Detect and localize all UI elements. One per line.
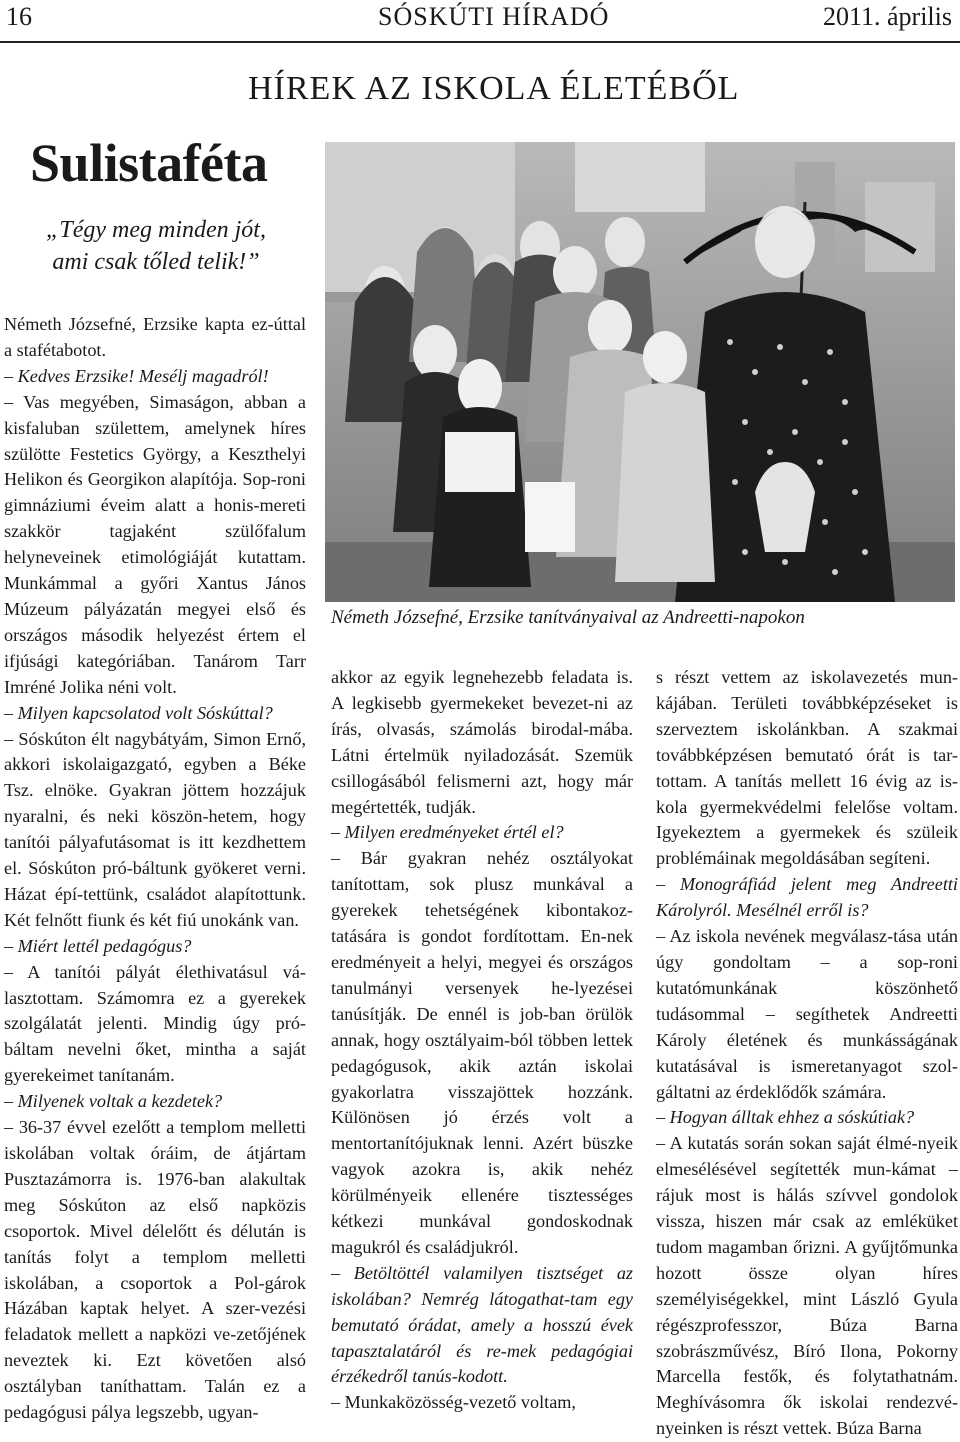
paragraph: Németh Józsefné, Erzsike kapta ez-úttal a stafétabotot.: [4, 314, 306, 360]
paragraph: – Vas megyében, Simaságon, abban a kisfaluban születtem, amelynek híres szülötte Festetics György, a Keszthelyi Helikon és Georgikon alapítója. Sop-roni gimnáziumi éveim alatt a honis-mereti szakkör tagjaként szülőfalum helyneveinek etimológiáját kutattam. Munkámmal a győri Xantus János Múzeum pályázatán megyei első és országos második helyezést értem el ifjúsági kategóriában. Tanárom Tarr Imréné Jolika néni volt.: [4, 391, 306, 697]
paragraph: akkor az egyik legnehezebb feladata is. A legkisebb gyermekeket bevezet-ni az írás, olvasás, számolás birodal-mába. Látni értelmük nyiladozását. Szemük csillogásából felismerni azt, hogy már megértették, tudják.: [331, 667, 633, 817]
interview-question: – Hogyan álltak ehhez a sóskútiak?: [656, 1107, 915, 1128]
paragraph: – Munkaközösség-vezető voltam,: [331, 1392, 576, 1413]
paragraph: – Bár gyakran nehéz osztályokat tanítottam, sok plusz munkával a gyerekek tehetségének kibontakoz-tatására is gondot fordítottam. En-nek eredményeit a helyi, megyei és országos tanulmányi versenyek he-lyezései tanúsítják. De ennél is job-ban örülök annak, hogy osztályaim-ból többen lettek pedagógusok, akik aztán iskolai gyakorlatra visszajöttek hozzánk. Különösen jó érzés volt a mentortanítójuknak lenni. Azért büszke vagyok azokra is, akik nehéz körülményeik ellenére tisztességes kétkezi munkával gondoskodnak magukról és családjukról.: [331, 848, 633, 1257]
motto-line-1: „Tégy meg minden jót,: [46, 217, 266, 243]
interview-question: – Miért lettél pedagógus?: [4, 935, 192, 956]
issue-date: 2011. április: [822, 2, 952, 31]
paragraph: – Sóskúton élt nagybátyám, Simon Ernő, akkori iskolaigazgató, egyben a Béke Tsz. elnöke. Gyakran jöttem hozzájuk nyaralni, és neki köszön-hetem, hogy tanítói pályafutásomat is itt kezdhettem el. Sóskúton pró-báltunk gyökeret verni. Házat épí-tettünk, családot alapítottunk. Két felnőtt fiunk és két fiú unokánk van.: [4, 728, 306, 930]
interview-question: – Betöltöttél valamilyen tisztséget az iskolában? Nemrég látogathat-tam egy bemutató órádat, amely a hosszú évek tapasztalatáról és re-mek pedagógiai érzékedről tanús-kodott.: [331, 1262, 633, 1387]
article-column-1: [4, 312, 306, 1426]
paragraph: s részt vettem az iskolavezetés mun-kájában. Területi továbbképzéseket is szerveztem iskolánkban. A szakmai továbbképzésen bemutató órát is tar-tottam. A tanítás mellett 16 évig az is-kola gyermekvédelmi felelőse voltam. Igyekeztem a gyermekek és szüleik problémáinak megoldásában segíteni.: [656, 667, 958, 869]
header-rule: [0, 41, 960, 43]
page-number: 16: [6, 2, 32, 31]
class-photo-illustration: [325, 142, 955, 602]
article-column-2: [331, 665, 633, 1416]
paragraph: – A kutatás során sokan saját élmé-nyeik elmesélésével segítették mun-kámat – rájuk most is hálás szívvel gondolok vissza, hiszen már csak az emléküket tudom magamban őrizni. A gyűjtőmunka hozott össze olyan híres személyiségekkel, mint László Gyula régészprofesszor, Búza Barna szobrászművész, Bíró Ilona, Pokorny Marcella festők, és folytathatnám. Meghívásomra ők iskolai rendezvé-nyeinken is részt vettek. Búza Barna: [656, 1133, 958, 1439]
interview-question: – Milyen eredményeket értél el?: [331, 822, 564, 843]
article-headline: Sulistaféta: [30, 133, 268, 193]
interview-question: – Milyen kapcsolatod volt Sóskúttal?: [4, 702, 273, 723]
motto-line-2: ami csak tőled telik!”: [52, 249, 260, 275]
paragraph: – Az iskola nevének megválasz-tása után úgy gondoltam – a sop-roni kutatómunkának köszönhető tudásommal – segíthetek Andreetti Károly életének és munkásságának kutatásával is ismeretanyagot szol-gáltatni az érdeklődők számára.: [656, 926, 958, 1102]
article-column-3: [656, 665, 958, 1442]
interview-question: – Kedves Erzsike! Mesélj magadról!: [4, 365, 269, 386]
page-header: [0, 0, 960, 40]
paragraph: – 36-37 évvel ezelőtt a templom melletti iskolában voltak óráim, de átjártam Pusztazámorra is. 1976-ban alakultak meg Sóskúton az első napközis csoportok. Mivel délelőtt és délután is tanítás folyt a templom melletti iskolában, a csoportok a Pol-gárok Házában kaptak helyet. A szer-vezési feladatok mellett a napközi ve-zetőjének neveztek ki. Ezt követően alsó osztályban taníthattam. Talán ez a pedagógusi pálya legszebb, ugyan-: [4, 1117, 306, 1423]
interview-question: – Monográfiád jelent meg Andreetti Károlyról. Mesélnél erről is?: [656, 874, 958, 921]
photo-caption: Németh Józsefné, Erzsike tanítványaival az Andreetti-napokon: [331, 607, 805, 628]
article-motto: [0, 214, 312, 278]
section-title: HÍREK AZ ISKOLA ÉLETÉBŐL: [248, 70, 740, 107]
class-photo: [325, 142, 955, 602]
publication-title: SÓSKÚTI HÍRADÓ: [378, 2, 610, 31]
interview-question: – Milyenek voltak a kezdetek?: [4, 1091, 223, 1112]
paragraph: – A tanítói pályát élethivatásul vá-lasztottam. Számomra ez a gyerekek szolgálatát jelenti. Mindig úgy pró-báltam nevelni őket, mintha a saját gyerekeimet tanítanám.: [4, 961, 306, 1086]
